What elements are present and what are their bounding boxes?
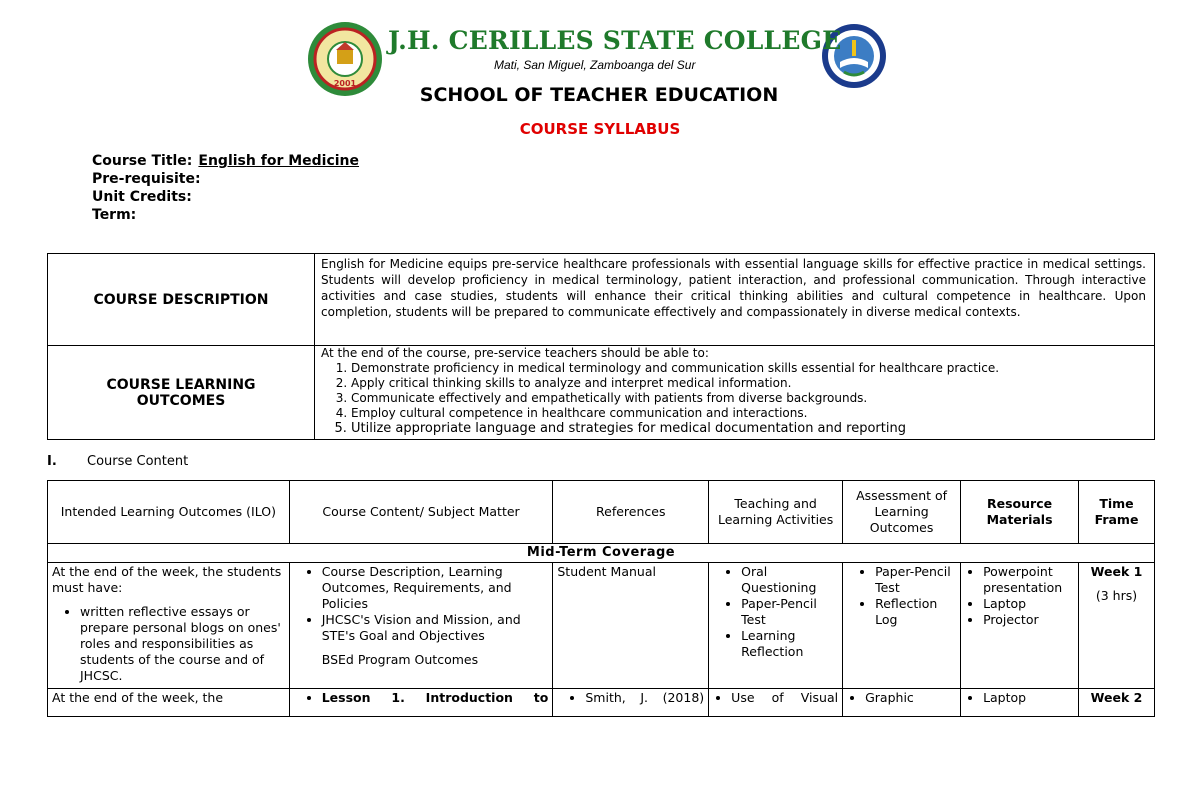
ilo-list bbox=[52, 604, 285, 684]
section-heading bbox=[47, 454, 188, 469]
assessment-item: • Reflection Log bbox=[875, 596, 956, 628]
prereq-label: Pre-requisite: bbox=[92, 171, 201, 187]
document-type: COURSE SYLLABUS bbox=[519, 120, 681, 138]
outcomes-list bbox=[321, 361, 1148, 436]
college-address: Mati, San Miguel, Zamboanga del Sur bbox=[494, 58, 696, 72]
content-item: • Course Description, Learning Outcomes, Requirements, and Policies bbox=[322, 564, 549, 612]
assessment-item: • Graphic bbox=[865, 690, 956, 706]
outcome-item: 4. Employ cultural competence in healthcare communication and interactions. bbox=[351, 406, 1148, 421]
course-outcomes-cell bbox=[315, 346, 1155, 440]
content-list bbox=[294, 564, 549, 644]
references-list bbox=[557, 690, 704, 706]
resource-item: • Laptop bbox=[983, 596, 1074, 612]
header-content: Course Content/ Subject Matter bbox=[289, 481, 553, 544]
hours-label: (3 hrs) bbox=[1095, 588, 1138, 603]
resource-item: • Laptop bbox=[983, 690, 1074, 706]
section-title: Course Content bbox=[87, 454, 189, 469]
content-item: • JHCSC's Vision and Mission, and STE's Goal and Objectives bbox=[322, 612, 549, 644]
content-extra: BSEd Program Outcomes bbox=[321, 652, 479, 667]
section-numeral: I. bbox=[47, 454, 57, 469]
course-description-label: COURSE DESCRIPTION bbox=[48, 254, 315, 346]
ilo-cell bbox=[48, 563, 290, 689]
school-name bbox=[0, 84, 1200, 106]
resource-item: • Powerpoint presentation bbox=[983, 564, 1074, 596]
activity-item: • Oral Questioning bbox=[741, 564, 838, 596]
activities-list bbox=[713, 690, 838, 706]
header-activities: Teaching and Learning Activities bbox=[709, 481, 843, 544]
references-cell: Student Manual bbox=[553, 563, 709, 689]
reference-item: • Smith, J. (2018) bbox=[585, 690, 704, 706]
unit-credits-label: Unit Credits: bbox=[92, 189, 192, 205]
resources-list bbox=[965, 564, 1074, 628]
activity-item: • Use of Visual bbox=[731, 690, 838, 706]
activities-cell bbox=[709, 563, 843, 689]
course-content-table bbox=[47, 480, 1155, 717]
course-description-text: English for Medicine equips pre-service healthcare professionals with essential language skills for effective practice in medical settings. Students will develop proficiency in medical terminology, patient interaction, and professional communication. Through interactive activities and case studies, students will enhance their critical thinking abilities and cultural competence in healthcare. Upon completion, students will be prepared to communicate effectively and compassionately in diverse medical contexts. bbox=[315, 254, 1155, 346]
references-cell bbox=[553, 689, 709, 717]
header-time-frame: Time Frame bbox=[1079, 481, 1155, 544]
assessment-list bbox=[847, 690, 956, 706]
term-label: Term: bbox=[92, 207, 137, 223]
outcome-item: 5. Utilize appropriate language and strategies for medical documentation and reporting bbox=[351, 421, 1148, 436]
header-ilo: Intended Learning Outcomes (ILO) bbox=[48, 481, 290, 544]
content-list bbox=[294, 690, 549, 706]
content-cell bbox=[289, 563, 553, 689]
assessment-item: • Paper-Pencil Test bbox=[875, 564, 956, 596]
header-assessment: Assessment of Learning Outcomes bbox=[843, 481, 961, 544]
content-item: • Lesson 1. Introduction to bbox=[322, 690, 549, 706]
resources-list bbox=[965, 690, 1074, 706]
week-label: Week 1 bbox=[1090, 564, 1143, 579]
school-name-text: SCHOOL OF TEACHER EDUCATION bbox=[419, 84, 779, 106]
resource-item: • Projector bbox=[983, 612, 1074, 628]
resources-cell bbox=[961, 689, 1079, 717]
header-resources: Resource Materials bbox=[961, 481, 1079, 544]
ilo-intro: At the end of the week, the students must have: bbox=[52, 564, 282, 595]
course-title-value: English for Medicine bbox=[198, 153, 360, 169]
outcomes-intro: At the end of the course, pre-service teachers should be able to: bbox=[321, 346, 709, 360]
outcome-item: 3. Communicate effectively and empathetically with patients from diverse backgrounds. bbox=[351, 391, 1148, 406]
course-title-label: Course Title: bbox=[92, 153, 193, 169]
course-info bbox=[92, 152, 359, 224]
seal-year: 2001 bbox=[333, 79, 357, 88]
course-overview-table bbox=[47, 253, 1155, 440]
activity-item: • Learning Reflection bbox=[741, 628, 838, 660]
activities-cell bbox=[709, 689, 843, 717]
ilo-cell: At the end of the week, the bbox=[48, 689, 290, 717]
ilo-item: • written reflective essays or prepare personal blogs on ones' roles and responsibilities as students of the course and of JHCSC. bbox=[80, 604, 285, 684]
course-outcomes-label-text: COURSE LEARNING OUTCOMES bbox=[106, 376, 256, 409]
course-outcomes-label bbox=[48, 346, 315, 440]
time-frame-cell: Week 2 bbox=[1079, 689, 1155, 717]
assessment-list bbox=[847, 564, 956, 628]
assessment-cell bbox=[843, 563, 961, 689]
time-frame-cell bbox=[1079, 563, 1155, 689]
header-references: References bbox=[553, 481, 709, 544]
outcome-item: 1. Demonstrate proficiency in medical terminology and communication skills essential for healthcare practice. bbox=[351, 361, 1148, 376]
content-cell bbox=[289, 689, 553, 717]
activity-item: • Paper-Pencil Test bbox=[741, 596, 838, 628]
college-name: J.H. CERILLES STATE COLLEGE bbox=[388, 26, 842, 55]
midterm-coverage-row: Mid-Term Coverage bbox=[48, 544, 1155, 563]
outcome-item: 2. Apply critical thinking skills to analyze and interpret medical information. bbox=[351, 376, 1148, 391]
resources-cell bbox=[961, 563, 1079, 689]
assessment-cell bbox=[843, 689, 961, 717]
activities-list bbox=[713, 564, 838, 660]
